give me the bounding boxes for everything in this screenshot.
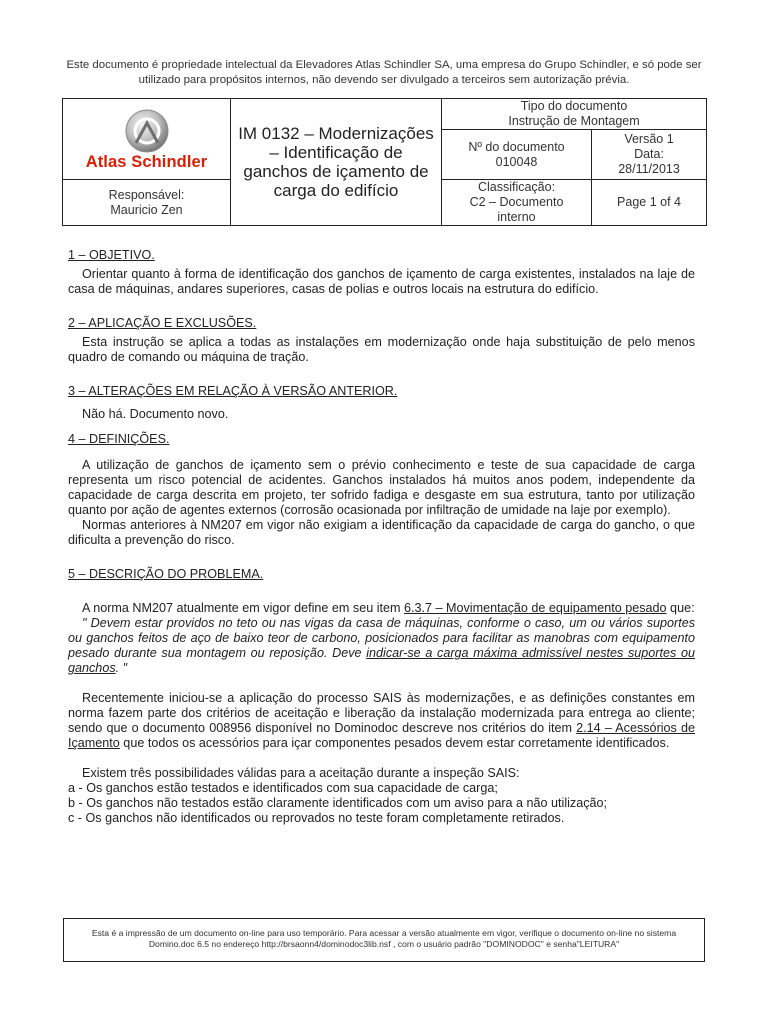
responsible-label: Responsável:: [108, 187, 185, 202]
atlas-schindler-logo-icon: [122, 109, 172, 153]
document-title: IM 0132 – Modernizações – Identificação de ganchos de içamento de carga do edifício: [231, 99, 442, 226]
doc-type-label: Tipo do documento: [520, 99, 628, 113]
list-item: a - Os ganchos estão testados e identificados com sua capacidade de carga;: [68, 781, 498, 795]
acceptance-options-list: [68, 781, 695, 826]
responsible-cell: [63, 180, 231, 226]
section-5-paragraph-2: [68, 691, 695, 751]
logo-cell: [63, 99, 231, 180]
s5-p2-text-b: que todos os acessórios para içar componentes pesados devem estar corretamente identificados.: [119, 736, 670, 750]
s5-p1-text-b: que:: [666, 601, 695, 615]
item-637-reference: 6.3.7 – Movimentação de equipamento pesado: [404, 601, 667, 615]
date-label: Data:: [634, 147, 664, 161]
section-5-paragraph-3: Existem três possibilidades válidas para a aceitação durante a inspeção SAIS:: [82, 766, 520, 780]
date-value: 28/11/2013: [618, 162, 680, 176]
section-5-quote: [68, 616, 695, 676]
doc-type-cell: [442, 99, 707, 130]
section-4-heading: 4 – DEFINIÇÕES.: [68, 432, 170, 446]
section-3-heading: 3 – ALTERAÇÕES EM RELAÇÃO À VERSÃO ANTERIOR.: [68, 384, 398, 398]
section-1-heading: 1 – OBJETIVO.: [68, 248, 155, 262]
responsible-value: Mauricio Zen: [110, 202, 183, 217]
classification-value: C2 – Documento interno: [469, 195, 564, 224]
section-5-heading: 5 – DESCRIÇÃO DO PROBLEMA.: [68, 567, 264, 581]
logo-text: Atlas Schindler: [85, 152, 208, 171]
quote-underlined: indicar-se a carga máxima admissível nestes suportes ou ganchos: [68, 646, 696, 675]
section-2-heading: 2 – APLICAÇÃO E EXCLUSÕES.: [68, 316, 257, 330]
item-214-reference: 2.14 – Acessórios de Içamento: [68, 721, 696, 750]
page-number: Page 1 of 4: [592, 180, 707, 226]
doc-number-label: Nº do documento: [468, 139, 565, 154]
classification-label: Classificação:: [477, 180, 556, 194]
section-3-paragraph: Não há. Documento novo.: [82, 407, 229, 421]
list-item: b - Os ganchos não testados estão claramente identificados com um aviso para a não utilização;: [68, 796, 608, 810]
s5-p1-text-a: A norma NM207 atualmente em vigor define em seu item: [82, 601, 404, 615]
version-date-cell: [592, 130, 707, 180]
section-2-paragraph: Esta instrução se aplica a todas as instalações em modernização onde haja substituição de pelo menos quadro de comando ou máquina de tração.: [68, 335, 695, 364]
doc-number-value: 010048: [495, 154, 538, 169]
ownership-notice: Este documento é propriedade intelectual da Elevadores Atlas Schindler SA, uma empresa do Grupo Schindler, e só pode ser utilizado para propósitos internos, não devendo ser divulgado a terceiros sem autorização prévia.: [66, 59, 702, 86]
quote-text-b: . ": [115, 661, 128, 675]
section-5-paragraph-1: [68, 601, 695, 616]
section-4-paragraph-1: A utilização de ganchos de içamento sem o prévio conhecimento e teste de sua capacidade de carga representa um risco potencial de acidentes. Ganchos instalados há muitos anos podem, independente da capacidade de carga descrita em projeto, ter sofrido fadiga e desgaste em sua estrutura, tanto por utilização quanto por ação de agentes externos (corrosão ocasionada por infiltração de umidade na laje por exemplo).: [68, 458, 695, 517]
section-4-paragraph-2: Normas anteriores à NM207 em vigor não exigiam a identificação da capacidade de carga do gancho, o que dificulta a prevenção do risco.: [68, 518, 695, 547]
version-label: Versão 1: [624, 132, 674, 146]
quote-text-a: " Devem estar providos no teto ou nas vigas da casa de máquinas, conforme o caso, um ou vários suportes ou ganchos feitos de aço de baixo teor de carbono, posicionados para facilitar as manobras com equipamento pesado durante sua montagem ou reposição. Deve: [68, 616, 695, 660]
section-1-paragraph: Orientar quanto à forma de identificação dos ganchos de içamento de carga existentes, instalados na laje de casa de máquinas, andares superiores, casas de polias e outros locais na estrutura do edifício.: [68, 267, 695, 296]
document-body: [68, 248, 696, 826]
list-item: c - Os ganchos não identificados ou reprovados no teste foram completamente retirados.: [68, 811, 565, 825]
document-header-table: [62, 98, 707, 226]
classification-cell: [442, 180, 592, 226]
print-disclaimer-footer: Esta é a impressão de um documento on-line para uso temporário. Para acessar a versão atualmente em vigor, verifique o documento on-line no sistema Domino.doc 6.5 no endereço http://brsaonn4/dominodoc3lib.nsf , com o usuário padrão "DOMINODOC" e senha"LEITURA": [63, 918, 705, 962]
doc-type-value: Instrução de Montagem: [508, 114, 640, 128]
s5-p2-text-a: Recentemente iniciou-se a aplicação do processo SAIS às modernizações, e as definições constantes em norma fazem parte dos critérios de aceitação e liberação da instalação modernizada para entrega ao cliente; sendo que o documento 008956 disponível no Dominodoc descreve nos critérios do item: [68, 691, 695, 735]
doc-number-cell: [442, 130, 592, 180]
